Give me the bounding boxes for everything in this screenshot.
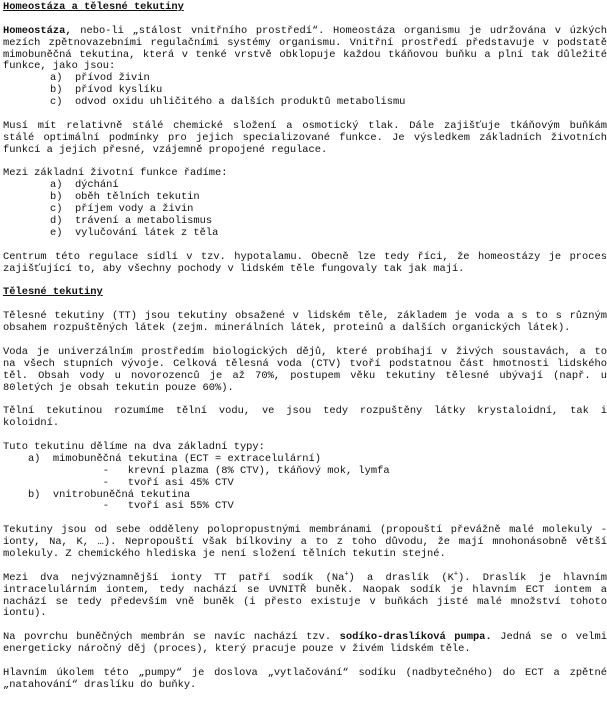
text-line: stálé optimální podmínky pro jejich specializované funkce. Je výsledkem základních životních [3,131,607,144]
paragraph-membranes [3,525,607,561]
text-line: Mezi základní životní funkce řadíme: [3,167,228,180]
text-segment: Jedná se o velmi [491,631,607,644]
list-item: b) vnitrobuněčná tekutina [3,488,191,501]
text-line: Centrum této regulace sídlí v tzv. hypotalamu. Obecně lze tedy říci, že homeostázy je proces [3,250,607,263]
text-line: mezích zpětnovazebními regulačními systémy organismu. Vnitřní prostředí představuje v podstatě [3,36,607,49]
list-item: b) přívod kyslíku [50,84,163,97]
text-line: mimobuněčná tekutina, která v tenké vrstvě obklopuje každou tkáňovou buňku a plní tak důležité [3,48,607,61]
list-subitem: - tvoří asi 45% CTV [3,476,234,489]
paragraph-ions [3,570,607,621]
list-item: a) mimobuněčná tekutina (ECT = extracelulární) [3,452,322,465]
text-line: na všech stupních vývoje. Celková tělesná voda (CTV) tvoří podstatnou část hmotnosti lidského [3,357,607,370]
superscript: + [453,570,459,579]
paragraph-pump [3,632,607,656]
text-segment: ) a draslík (K [348,571,454,584]
text-line: těl. Obsah vody u novorozenců je až 70%, postupem věku tekutiny tělesné ubývají (např. u [3,369,607,382]
paragraph-homeostasis-definition [3,26,607,109]
text-line: Tuto tekutinu dělíme na dva základní typy: [3,440,265,453]
text-line: Hlavním úkolem této „pumpy“ je doslova „vytlačování“ sodíku (nadbytečného) do ECT a zpětné [3,666,607,679]
list-item: b) oběh tělních tekutin [50,191,200,204]
paragraph-composition [3,121,607,157]
text-line: funkce, jako jsou: [3,60,116,73]
paragraph-life-functions [3,168,607,239]
text-line: zajišťující to, aby všechny pochody v lidském těle fungovaly tak jak mají. [3,262,465,275]
text-line: „natahování“ draslíku do buňky. [3,678,197,691]
text-line: Tělesné tekutiny (TT) jsou tekutiny obsažené v lidském těle, základem je voda a s to s různým [3,310,607,323]
paragraph-fluid-types [3,442,607,513]
text-line: obsahem rozpuštěných látek (zejm. minerálních látek, proteinů a dalších organických látek). [3,322,571,335]
text-segment: ). Draslík je hlavním [458,571,607,584]
text-line: energeticky náročný děj (proces), který pracuje pouze v živém lidském těle. [3,643,471,656]
list-item: c) odvod oxidu uhličitého a dalších produktů metabolismu [50,96,406,109]
paragraph-pump-task [3,668,607,692]
paragraph-hypothalamus [3,252,607,276]
text-line: iontu). [3,607,47,620]
text-line: Tekutiny jsou od sebe odděleny polopropustnými membránami (propouští převážně malé molekuly - [3,524,607,537]
text-segment: Mezi dva nejvýznamnější ionty TT patří sodík (Na [3,571,345,584]
list-item: e) vylučování látek z těla [50,226,219,239]
superscript: + [344,570,349,579]
paragraph-body-water [3,406,607,430]
term-sodium-potassium-pump: sodíko-draslíková pumpa. [339,631,492,644]
term-homeostasis: Homeostáza, [3,24,72,37]
text-line [3,26,607,38]
paragraph-body-fluids [3,311,607,335]
text-line: Musí mít relativně stálé chemické složení a osmotický tlak. Dále zajišťuje tkáňovým buňkám [3,119,607,132]
text-line: funkcí a jejich přesné, vzájemně propojené regulace. [3,143,328,156]
heading-homeostasis: Homeostáza a tělesné tekutiny [3,1,184,13]
list-item: c) příjem vody a živin [50,203,194,216]
text-line: intracelulárním iontem, tedy nachází se UVNITŘ buněk. Naopak sodík je hlavním ECT iontem a [3,583,607,596]
heading-body-fluids: Tělesné tekutiny [3,286,103,299]
text-line-rest: nebo-li „stálost vnitřního prostředí“. Homeostáza organismu je udržována v úzkých [71,24,607,37]
list-item: a) přívod živin [50,72,150,85]
text-line: nachází se tedy především vně buněk (i přesto existuje v buňkách jisté malé množství tohoto [3,595,607,608]
text-segment: Na povrchu buněčných membrán se navíc nachází tzv. [3,631,340,644]
text-line: ionty, Na, K, …). Nepropouští však bílkoviny a to z toho důvodu, že mají mnohonásobně větší [3,536,607,549]
text-line: 80letých je obsah tekutin pouze 60%). [3,381,234,394]
list-subitem: - tvoří asi 55% CTV [3,500,234,513]
text-line: koloidní. [3,417,60,430]
list-item: d) trávení a metabolismus [50,215,213,228]
list-item: a) dýchání [50,179,119,192]
text-line: molekuly. Z chemického hlediska je není složení tělních tekutin stejné. [3,547,446,560]
text-line: Voda je univerzálním prostředím biologických dějů, které probíhají v živých soustavách, a to [3,345,607,358]
paragraph-water [3,347,607,395]
text-line [3,570,607,585]
document-page [3,2,607,692]
text-line: Tělní tekutinou rozumíme tělní vodu, ve jsou tedy rozpuštěny látky krystaloidní, tak i [3,405,607,418]
list-subitem: - krevní plazma (8% CTV), tkáňový mok, lymfa [3,464,390,477]
